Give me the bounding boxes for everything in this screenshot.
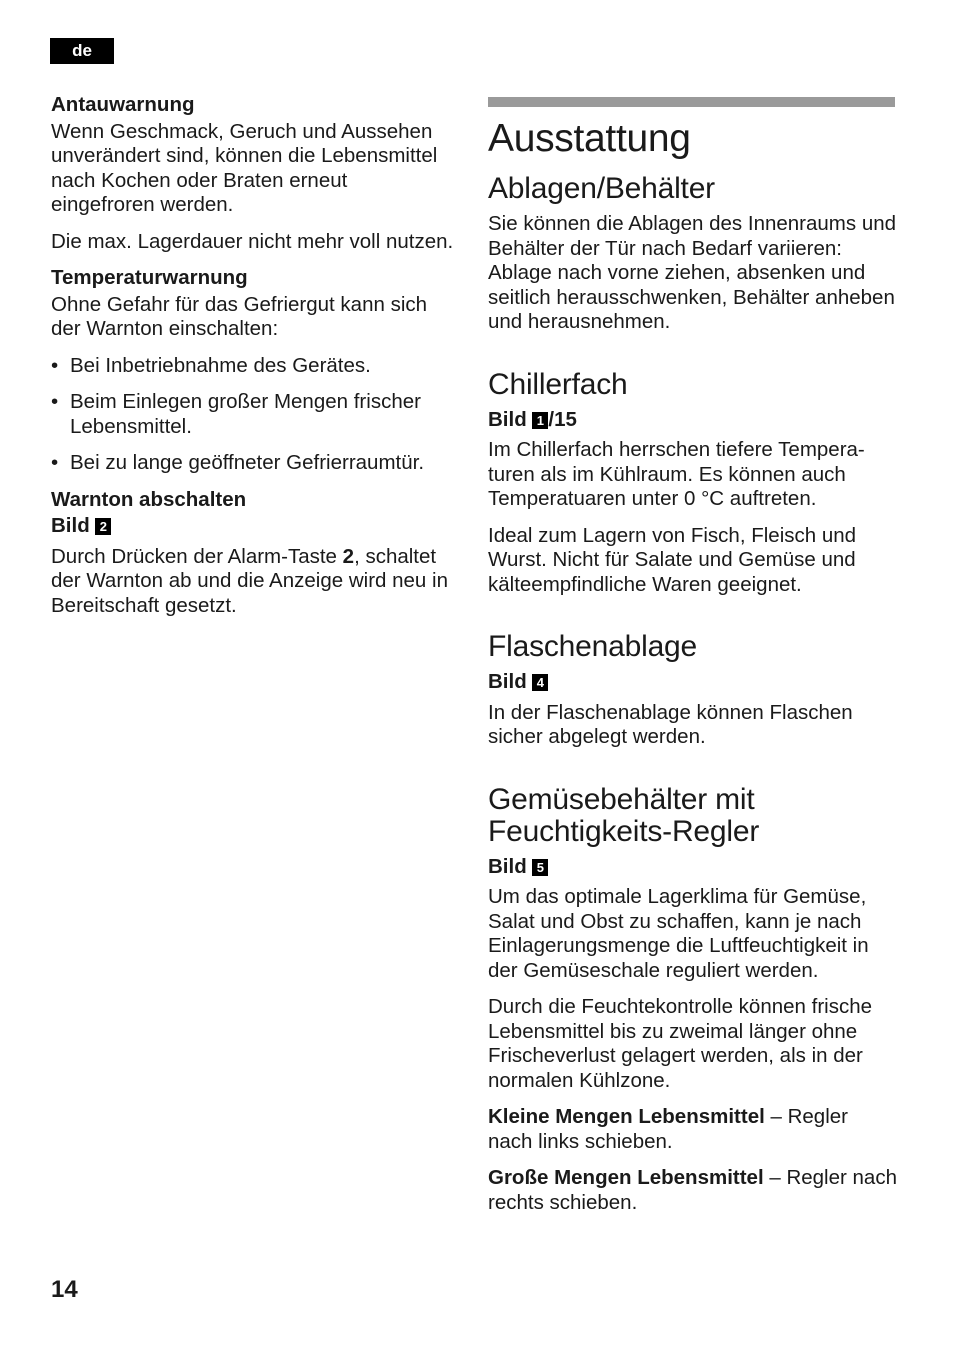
section-heading-warnton: Warnton abschalten — [51, 487, 247, 511]
page-number: 14 — [51, 1276, 78, 1303]
list-item-text: Beim Einlegen großer Mengen frischer Lebensmittel. — [70, 390, 421, 438]
paragraph: Wenn Geschmack, Geruch und Aussehen unverändert sind, können die Lebensmittel nach Kochen oder Braten erneut eingefroren werden. — [51, 119, 438, 216]
paragraph: Ideal zum Lagern von Fisch, Fleisch und Wurst. Nicht für Salate und Gemüse und kälteempfindliche Waren geeignet. — [488, 523, 857, 596]
paragraph: Sie können die Ablagen des Innenraums und Behälter der Tür nach Bedarf variieren: Ablage nach vorne ziehen, absenken und seitlich herausschwenken, Behälter anheben und herausnehmen. — [488, 212, 897, 333]
figure-number-badge: 2 — [95, 518, 111, 535]
section-heading-antauwarnung: Antauwarnung — [51, 93, 195, 116]
paragraph — [488, 1105, 898, 1154]
page-title: Ausstattung — [488, 117, 691, 160]
section-heading-gemuesebehaelter — [488, 784, 898, 848]
text-run: Durch Drücken der Alarm-Taste — [51, 544, 343, 568]
figure-number-badge: 1 — [532, 412, 548, 429]
paragraph: In der Flaschenablage können Flaschen sicher abgelegt werden. — [488, 700, 853, 748]
bullet-icon: • — [51, 451, 59, 474]
section-heading-flaschenablage: Flaschenablage — [488, 630, 698, 663]
bullet-icon: • — [51, 390, 59, 413]
figure-reference — [488, 408, 898, 433]
bullet-icon: • — [51, 353, 59, 377]
heading-line: Feuchtigkeits-Regler — [488, 814, 760, 848]
section-heading-chillerfach: Chillerfach — [488, 367, 628, 401]
figure-label: Bild — [488, 854, 527, 878]
list-item — [51, 451, 456, 476]
text-run: , schaltet der Warnton ab und die Anzeige wird neu in Bereitschaft gesetzt. — [51, 544, 448, 617]
paragraph — [488, 1166, 898, 1215]
section-heading-temperaturwarnung: Temperaturwarnung — [51, 266, 248, 289]
paragraph: Ohne Gefahr für das Gefriergut kann sich der Warnton einschalten: — [51, 292, 428, 340]
list-item-text: Bei zu lange geöffneter Gefrierraumtür. — [70, 451, 425, 474]
paragraph: Um das optimale Lagerklima für Gemüse, Salat und Obst zu schaffen, kann je nach Einlagerungsmenge die Luftfeuchtigkeit in der Gemüseschale reguliert werden. — [488, 885, 869, 982]
left-column — [51, 93, 456, 630]
bold-term: Große Mengen Lebensmittel — [488, 1166, 764, 1189]
figure-label: Bild — [488, 670, 527, 693]
bold-term: Kleine Mengen Lebensmittel — [488, 1105, 765, 1128]
language-tag: de — [50, 38, 114, 64]
paragraph: Durch die Feuchtekontrolle können frische Lebensmittel bis zu zweimal länger ohne Frischeverlust gelagert werden, als in der normalen Kühlzone. — [488, 995, 873, 1092]
section-heading-ablagen: Ablagen/Behälter — [488, 172, 715, 205]
right-column — [488, 97, 898, 1227]
alarm-key-number: 2 — [342, 544, 355, 568]
section-divider — [488, 97, 895, 107]
figure-suffix: /15 — [548, 407, 577, 431]
figure-label: Bild — [51, 514, 90, 537]
paragraph: Im Chillerfach herrschen tiefere Tempera-turen als im Kühlraum. Es können auch Temperatuaren unter 0 °C auftreten. — [488, 438, 865, 510]
text-run: – Regler nach links schieben. — [488, 1105, 848, 1153]
figure-reference — [488, 855, 898, 880]
heading-line: Gemüsebehälter mit — [488, 782, 755, 816]
paragraph — [51, 545, 456, 619]
figure-label: Bild — [488, 407, 527, 431]
bullet-list — [51, 354, 456, 476]
list-item-text: Bei Inbetriebnahme des Gerätes. — [70, 353, 371, 377]
figure-number-badge: 5 — [532, 859, 548, 876]
text-run: – Regler nach rechts schieben. — [488, 1166, 897, 1214]
paragraph: Die max. Lagerdauer nicht mehr voll nutzen. — [51, 229, 454, 253]
figure-reference — [51, 514, 456, 539]
list-item — [51, 354, 456, 379]
figure-number-badge: 4 — [532, 674, 548, 691]
list-item — [51, 390, 456, 439]
figure-reference — [488, 670, 898, 695]
